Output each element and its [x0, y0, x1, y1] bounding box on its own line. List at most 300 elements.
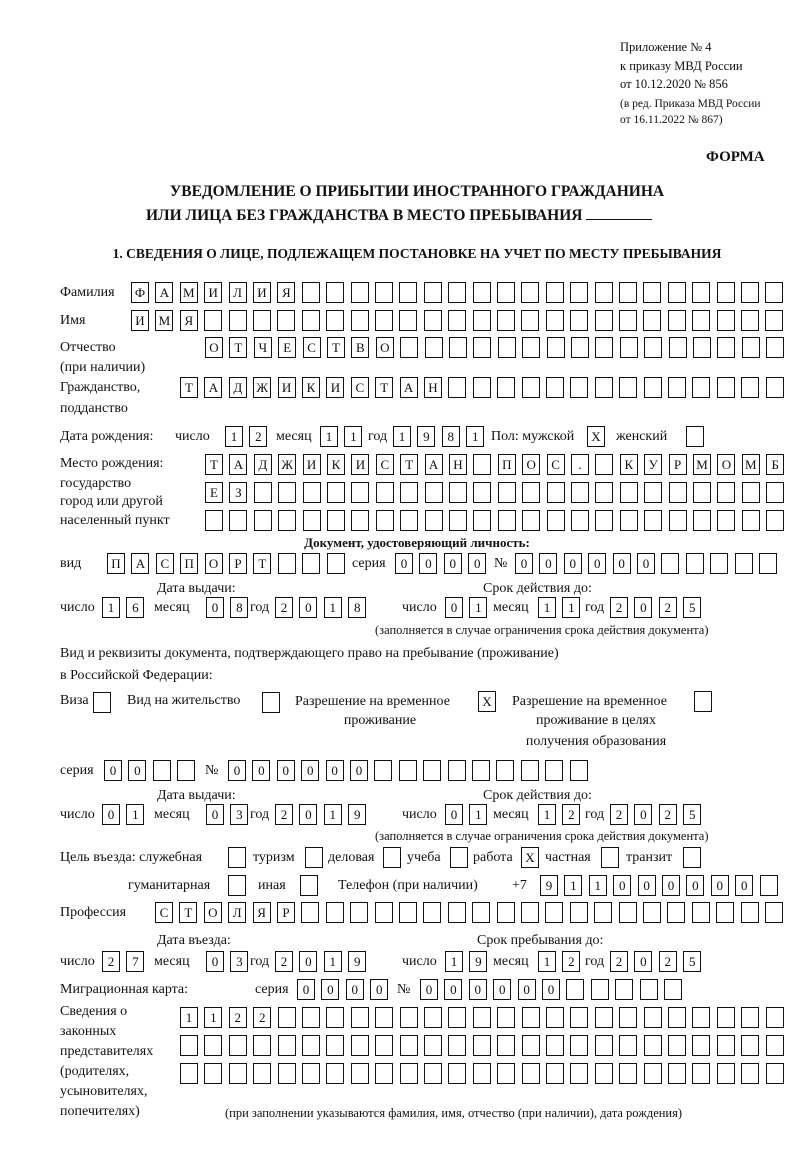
char-cell[interactable]: 0: [299, 804, 317, 825]
char-cell[interactable]: 0: [445, 597, 463, 618]
surname-cells[interactable]: [131, 282, 790, 304]
char-cell[interactable]: 0: [515, 553, 533, 574]
char-cell[interactable]: Д: [254, 454, 272, 475]
char-cell[interactable]: [473, 377, 491, 398]
visa-checkbox[interactable]: [93, 692, 117, 714]
char-cell[interactable]: [204, 1035, 222, 1056]
id-valid-day-cells[interactable]: [445, 597, 494, 619]
char-cell[interactable]: 0: [346, 979, 364, 1000]
char-cell[interactable]: [570, 1063, 588, 1084]
char-cell[interactable]: [278, 510, 296, 531]
char-cell[interactable]: 9: [540, 875, 558, 896]
char-cell[interactable]: [547, 510, 565, 531]
char-cell[interactable]: 1: [445, 951, 463, 972]
char-cell[interactable]: [326, 310, 344, 331]
char-cell[interactable]: [399, 760, 417, 781]
char-cell[interactable]: [496, 760, 514, 781]
char-cell[interactable]: [668, 282, 686, 303]
char-cell[interactable]: 2: [275, 951, 293, 972]
char-cell[interactable]: [449, 482, 467, 503]
char-cell[interactable]: [741, 377, 759, 398]
char-cell[interactable]: [570, 760, 588, 781]
char-cell[interactable]: [278, 553, 296, 574]
char-cell[interactable]: [619, 310, 637, 331]
char-cell[interactable]: [497, 1035, 515, 1056]
char-cell[interactable]: [351, 510, 369, 531]
char-cell[interactable]: [473, 510, 491, 531]
char-cell[interactable]: [619, 1035, 637, 1056]
purpose-official-checkbox[interactable]: [228, 847, 252, 869]
char-cell[interactable]: 8: [348, 597, 366, 618]
char-cell[interactable]: С: [156, 553, 174, 574]
char-cell[interactable]: 0: [634, 804, 652, 825]
char-cell[interactable]: [668, 310, 686, 331]
char-cell[interactable]: [423, 902, 441, 923]
char-cell[interactable]: [643, 902, 661, 923]
char-cell[interactable]: [351, 1007, 369, 1028]
char-cell[interactable]: [595, 337, 613, 358]
char-cell[interactable]: [473, 1063, 491, 1084]
checkbox-cell[interactable]: [383, 847, 401, 868]
char-cell[interactable]: 0: [299, 597, 317, 618]
checkbox-cell[interactable]: [694, 691, 712, 712]
char-cell[interactable]: 0: [735, 875, 753, 896]
char-cell[interactable]: П: [107, 553, 125, 574]
char-cell[interactable]: О: [522, 454, 540, 475]
stay-day-cells[interactable]: [445, 951, 494, 973]
char-cell[interactable]: 0: [102, 804, 120, 825]
char-cell[interactable]: [472, 902, 490, 923]
char-cell[interactable]: 0: [613, 553, 631, 574]
char-cell[interactable]: [399, 282, 417, 303]
char-cell[interactable]: [449, 510, 467, 531]
char-cell[interactable]: [766, 377, 784, 398]
char-cell[interactable]: [741, 1035, 759, 1056]
char-cell[interactable]: [327, 510, 345, 531]
char-cell[interactable]: 0: [301, 760, 319, 781]
id-issue-year-cells[interactable]: [275, 597, 373, 619]
checkbox-cell[interactable]: [300, 875, 318, 896]
right-doc-number-cells[interactable]: [228, 760, 594, 782]
char-cell[interactable]: [303, 482, 321, 503]
checkbox-cell[interactable]: [601, 847, 619, 868]
char-cell[interactable]: [692, 902, 710, 923]
char-cell[interactable]: 0: [613, 875, 631, 896]
char-cell[interactable]: [668, 1063, 686, 1084]
char-cell[interactable]: 0: [420, 979, 438, 1000]
char-cell[interactable]: 0: [564, 553, 582, 574]
char-cell[interactable]: 1: [562, 597, 580, 618]
char-cell[interactable]: А: [425, 454, 443, 475]
char-cell[interactable]: М: [693, 454, 711, 475]
char-cell[interactable]: О: [717, 454, 735, 475]
char-cell[interactable]: 2: [562, 951, 580, 972]
char-cell[interactable]: 0: [468, 553, 486, 574]
char-cell[interactable]: [180, 1063, 198, 1084]
char-cell[interactable]: З: [229, 482, 247, 503]
char-cell[interactable]: [400, 337, 418, 358]
char-cell[interactable]: 0: [299, 951, 317, 972]
birth-day-cells[interactable]: [225, 426, 274, 448]
char-cell[interactable]: [742, 482, 760, 503]
char-cell[interactable]: [570, 902, 588, 923]
char-cell[interactable]: [521, 902, 539, 923]
char-cell[interactable]: [254, 510, 272, 531]
char-cell[interactable]: 1: [324, 951, 342, 972]
char-cell[interactable]: [766, 1035, 784, 1056]
char-cell[interactable]: [277, 310, 295, 331]
char-cell[interactable]: Д: [229, 377, 247, 398]
char-cell[interactable]: [351, 282, 369, 303]
char-cell[interactable]: [400, 510, 418, 531]
char-cell[interactable]: 2: [610, 951, 628, 972]
citizenship-cells[interactable]: [180, 377, 790, 399]
char-cell[interactable]: [692, 1063, 710, 1084]
char-cell[interactable]: [229, 1035, 247, 1056]
char-cell[interactable]: [595, 1063, 613, 1084]
char-cell[interactable]: И: [326, 377, 344, 398]
char-cell[interactable]: Е: [278, 337, 296, 358]
char-cell[interactable]: [644, 1007, 662, 1028]
right-doc-issue-month-cells[interactable]: [206, 804, 255, 826]
char-cell[interactable]: [741, 310, 759, 331]
char-cell[interactable]: [766, 1007, 784, 1028]
id-issue-month-cells[interactable]: [206, 597, 255, 619]
char-cell[interactable]: 0: [350, 760, 368, 781]
char-cell[interactable]: [546, 1007, 564, 1028]
char-cell[interactable]: М: [155, 310, 173, 331]
migration-number-cells[interactable]: [420, 979, 688, 1001]
stay-month-cells[interactable]: [538, 951, 587, 973]
stay-year-cells[interactable]: [610, 951, 708, 973]
char-cell[interactable]: [619, 377, 637, 398]
char-cell[interactable]: [424, 310, 442, 331]
char-cell[interactable]: [448, 377, 466, 398]
char-cell[interactable]: О: [204, 902, 222, 923]
char-cell[interactable]: [399, 902, 417, 923]
char-cell[interactable]: [546, 282, 564, 303]
char-cell[interactable]: [302, 553, 320, 574]
char-cell[interactable]: [498, 510, 516, 531]
char-cell[interactable]: [498, 482, 516, 503]
char-cell[interactable]: [664, 979, 682, 1000]
char-cell[interactable]: Н: [449, 454, 467, 475]
char-cell[interactable]: Я: [277, 282, 295, 303]
char-cell[interactable]: [229, 510, 247, 531]
char-cell[interactable]: 1: [204, 1007, 222, 1028]
char-cell[interactable]: 2: [102, 951, 120, 972]
char-cell[interactable]: [522, 377, 540, 398]
right-doc-valid-year-cells[interactable]: [610, 804, 708, 826]
char-cell[interactable]: С: [155, 902, 173, 923]
profession-cells[interactable]: [155, 902, 789, 924]
char-cell[interactable]: [686, 553, 704, 574]
char-cell[interactable]: 0: [370, 979, 388, 1000]
char-cell[interactable]: [301, 902, 319, 923]
char-cell[interactable]: Т: [327, 337, 345, 358]
char-cell[interactable]: [644, 482, 662, 503]
purpose-work-checkbox[interactable]: [521, 847, 545, 869]
char-cell[interactable]: [497, 282, 515, 303]
char-cell[interactable]: И: [131, 310, 149, 331]
char-cell[interactable]: [760, 875, 778, 896]
purpose-other-checkbox[interactable]: [300, 875, 324, 897]
char-cell[interactable]: 2: [229, 1007, 247, 1028]
char-cell[interactable]: [546, 310, 564, 331]
char-cell[interactable]: [741, 902, 759, 923]
char-cell[interactable]: Р: [669, 454, 687, 475]
char-cell[interactable]: 0: [542, 979, 560, 1000]
char-cell[interactable]: [448, 1007, 466, 1028]
char-cell[interactable]: [302, 1007, 320, 1028]
char-cell[interactable]: [692, 310, 710, 331]
char-cell[interactable]: 0: [634, 951, 652, 972]
purpose-business-checkbox[interactable]: [383, 847, 407, 869]
checkbox-cell[interactable]: [228, 847, 246, 868]
char-cell[interactable]: [425, 337, 443, 358]
char-cell[interactable]: П: [180, 553, 198, 574]
char-cell[interactable]: 1: [102, 597, 120, 618]
char-cell[interactable]: [735, 553, 753, 574]
char-cell[interactable]: [497, 1063, 515, 1084]
char-cell[interactable]: [692, 282, 710, 303]
char-cell[interactable]: [595, 310, 613, 331]
char-cell[interactable]: А: [204, 377, 222, 398]
char-cell[interactable]: [570, 310, 588, 331]
char-cell[interactable]: А: [229, 454, 247, 475]
char-cell[interactable]: 1: [324, 597, 342, 618]
char-cell[interactable]: [595, 482, 613, 503]
edu-permit-checkbox[interactable]: [694, 691, 718, 713]
char-cell[interactable]: [741, 1063, 759, 1084]
reps-row1-cells[interactable]: [180, 1007, 790, 1029]
char-cell[interactable]: [278, 1063, 296, 1084]
char-cell[interactable]: 3: [230, 804, 248, 825]
char-cell[interactable]: Т: [253, 553, 271, 574]
char-cell[interactable]: [425, 510, 443, 531]
char-cell[interactable]: [399, 310, 417, 331]
char-cell[interactable]: [448, 902, 466, 923]
char-cell[interactable]: 2: [659, 597, 677, 618]
char-cell[interactable]: 0: [638, 875, 656, 896]
char-cell[interactable]: 1: [126, 804, 144, 825]
checkbox-cell[interactable]: [450, 847, 468, 868]
char-cell[interactable]: [375, 282, 393, 303]
char-cell[interactable]: 2: [249, 426, 267, 447]
char-cell[interactable]: [693, 510, 711, 531]
purpose-tourism-checkbox[interactable]: [305, 847, 329, 869]
char-cell[interactable]: И: [253, 282, 271, 303]
char-cell[interactable]: 9: [469, 951, 487, 972]
char-cell[interactable]: [253, 1035, 271, 1056]
char-cell[interactable]: [375, 902, 393, 923]
char-cell[interactable]: 5: [683, 597, 701, 618]
char-cell[interactable]: [472, 760, 490, 781]
char-cell[interactable]: [571, 510, 589, 531]
char-cell[interactable]: У: [644, 454, 662, 475]
char-cell[interactable]: [448, 282, 466, 303]
char-cell[interactable]: [545, 760, 563, 781]
char-cell[interactable]: [692, 1035, 710, 1056]
char-cell[interactable]: О: [376, 337, 394, 358]
char-cell[interactable]: [594, 902, 612, 923]
char-cell[interactable]: [424, 1007, 442, 1028]
char-cell[interactable]: 1: [538, 597, 556, 618]
char-cell[interactable]: 6: [126, 597, 144, 618]
char-cell[interactable]: Р: [277, 902, 295, 923]
char-cell[interactable]: 0: [444, 979, 462, 1000]
char-cell[interactable]: [595, 282, 613, 303]
char-cell[interactable]: 0: [686, 875, 704, 896]
char-cell[interactable]: [327, 553, 345, 574]
char-cell[interactable]: Л: [229, 282, 247, 303]
char-cell[interactable]: [668, 1007, 686, 1028]
char-cell[interactable]: Б: [766, 454, 784, 475]
char-cell[interactable]: [619, 902, 637, 923]
char-cell[interactable]: [374, 760, 392, 781]
char-cell[interactable]: [375, 1007, 393, 1028]
purpose-study-checkbox[interactable]: [450, 847, 474, 869]
char-cell[interactable]: [693, 337, 711, 358]
char-cell[interactable]: [497, 377, 515, 398]
char-cell[interactable]: [595, 454, 613, 475]
char-cell[interactable]: [615, 979, 633, 1000]
char-cell[interactable]: 0: [518, 979, 536, 1000]
char-cell[interactable]: 0: [539, 553, 557, 574]
char-cell[interactable]: [278, 1035, 296, 1056]
char-cell[interactable]: 2: [659, 951, 677, 972]
char-cell[interactable]: [351, 1035, 369, 1056]
char-cell[interactable]: К: [620, 454, 638, 475]
entry-month-cells[interactable]: [206, 951, 255, 973]
char-cell[interactable]: [497, 1007, 515, 1028]
char-cell[interactable]: [717, 1007, 735, 1028]
char-cell[interactable]: 2: [275, 597, 293, 618]
char-cell[interactable]: 0: [493, 979, 511, 1000]
char-cell[interactable]: [473, 337, 491, 358]
char-cell[interactable]: К: [302, 377, 320, 398]
birth-year-cells[interactable]: [393, 426, 491, 448]
char-cell[interactable]: [741, 282, 759, 303]
char-cell[interactable]: [570, 377, 588, 398]
migration-series-cells[interactable]: [297, 979, 395, 1001]
char-cell[interactable]: 0: [206, 597, 224, 618]
char-cell[interactable]: 1: [469, 597, 487, 618]
char-cell[interactable]: 0: [206, 804, 224, 825]
char-cell[interactable]: [473, 1007, 491, 1028]
char-cell[interactable]: Т: [180, 377, 198, 398]
char-cell[interactable]: [522, 1063, 540, 1084]
char-cell[interactable]: [522, 482, 540, 503]
char-cell[interactable]: [351, 482, 369, 503]
char-cell[interactable]: [717, 282, 735, 303]
char-cell[interactable]: [766, 337, 784, 358]
char-cell[interactable]: [302, 310, 320, 331]
char-cell[interactable]: [547, 337, 565, 358]
entry-year-cells[interactable]: [275, 951, 373, 973]
char-cell[interactable]: [326, 282, 344, 303]
char-cell[interactable]: [570, 1035, 588, 1056]
char-cell[interactable]: С: [303, 337, 321, 358]
checkbox-cell[interactable]: [93, 692, 111, 713]
char-cell[interactable]: Т: [400, 454, 418, 475]
char-cell[interactable]: 2: [610, 597, 628, 618]
char-cell[interactable]: [326, 1063, 344, 1084]
char-cell[interactable]: [644, 510, 662, 531]
char-cell[interactable]: [710, 553, 728, 574]
char-cell[interactable]: 2: [562, 804, 580, 825]
char-cell[interactable]: 0: [321, 979, 339, 1000]
char-cell[interactable]: А: [400, 377, 418, 398]
checkbox-cell[interactable]: X: [587, 426, 605, 447]
char-cell[interactable]: [591, 979, 609, 1000]
char-cell[interactable]: [693, 482, 711, 503]
char-cell[interactable]: [375, 1063, 393, 1084]
char-cell[interactable]: 8: [442, 426, 460, 447]
char-cell[interactable]: 0: [297, 979, 315, 1000]
char-cell[interactable]: [473, 482, 491, 503]
char-cell[interactable]: П: [498, 454, 516, 475]
char-cell[interactable]: [742, 337, 760, 358]
char-cell[interactable]: 9: [348, 951, 366, 972]
char-cell[interactable]: [424, 282, 442, 303]
char-cell[interactable]: [448, 310, 466, 331]
title-blank-line[interactable]: [586, 205, 652, 220]
char-cell[interactable]: 2: [275, 804, 293, 825]
char-cell[interactable]: [180, 1035, 198, 1056]
right-doc-issue-year-cells[interactable]: [275, 804, 373, 826]
char-cell[interactable]: [570, 282, 588, 303]
char-cell[interactable]: М: [180, 282, 198, 303]
purpose-transit-checkbox[interactable]: [683, 847, 707, 869]
char-cell[interactable]: 1: [344, 426, 362, 447]
char-cell[interactable]: [669, 510, 687, 531]
char-cell[interactable]: Е: [205, 482, 223, 503]
id-issue-day-cells[interactable]: [102, 597, 151, 619]
char-cell[interactable]: Р: [229, 553, 247, 574]
checkbox-cell[interactable]: [683, 847, 701, 868]
char-cell[interactable]: [153, 760, 171, 781]
char-cell[interactable]: 1: [466, 426, 484, 447]
residence-checkbox[interactable]: [262, 692, 286, 714]
char-cell[interactable]: 1: [324, 804, 342, 825]
char-cell[interactable]: [204, 1063, 222, 1084]
char-cell[interactable]: Ч: [254, 337, 272, 358]
char-cell[interactable]: Я: [253, 902, 271, 923]
char-cell[interactable]: [595, 1035, 613, 1056]
char-cell[interactable]: [302, 1035, 320, 1056]
char-cell[interactable]: [326, 902, 344, 923]
char-cell[interactable]: [522, 337, 540, 358]
char-cell[interactable]: 1: [589, 875, 607, 896]
right-doc-issue-day-cells[interactable]: [102, 804, 151, 826]
char-cell[interactable]: [497, 902, 515, 923]
char-cell[interactable]: [449, 337, 467, 358]
char-cell[interactable]: [692, 1007, 710, 1028]
char-cell[interactable]: 1: [225, 426, 243, 447]
char-cell[interactable]: [766, 510, 784, 531]
char-cell[interactable]: [205, 510, 223, 531]
char-cell[interactable]: [717, 310, 735, 331]
char-cell[interactable]: И: [204, 282, 222, 303]
char-cell[interactable]: 0: [252, 760, 270, 781]
char-cell[interactable]: 7: [126, 951, 144, 972]
char-cell[interactable]: [400, 1035, 418, 1056]
char-cell[interactable]: А: [155, 282, 173, 303]
char-cell[interactable]: М: [742, 454, 760, 475]
char-cell[interactable]: [640, 979, 658, 1000]
right-doc-series-cells[interactable]: [104, 760, 202, 782]
